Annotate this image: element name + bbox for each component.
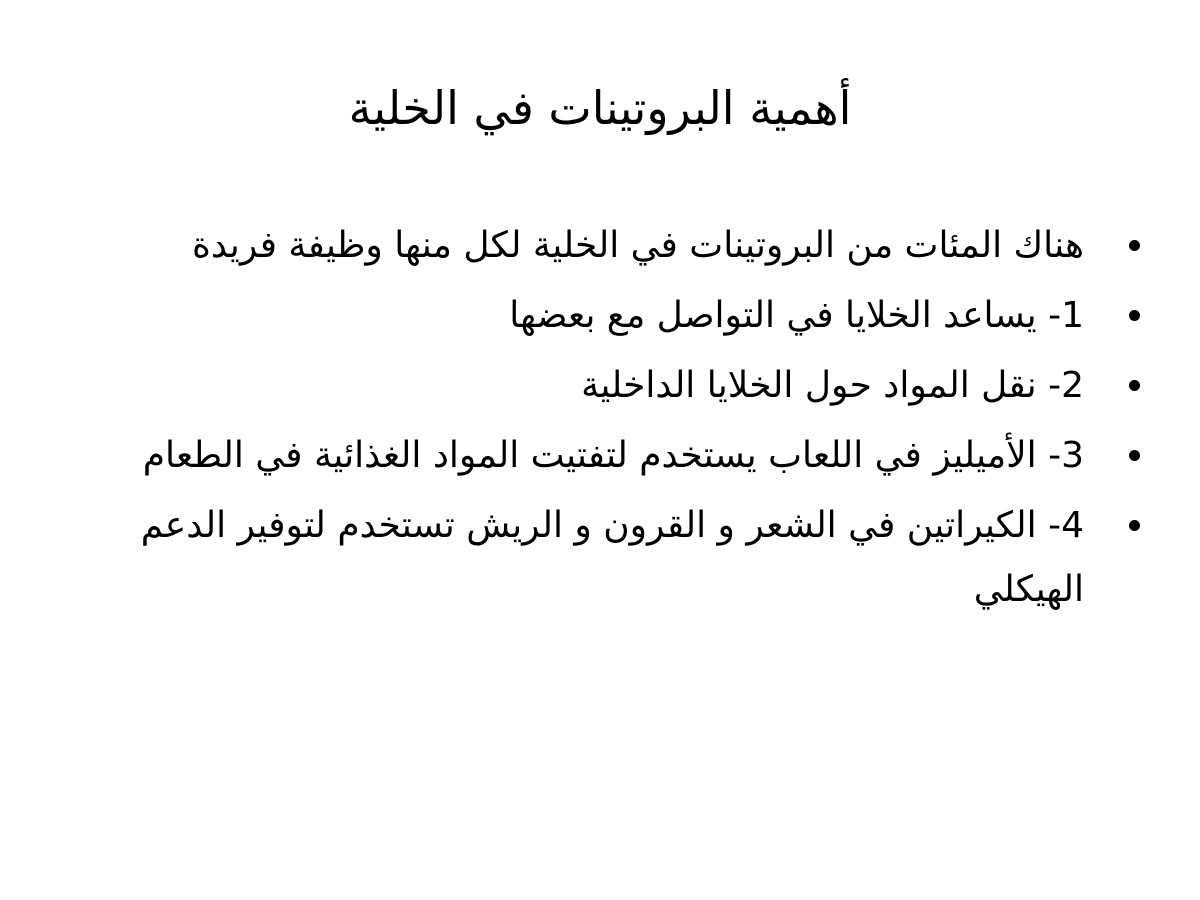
bullet-item-intro [80, 214, 1140, 278]
bullet-item-3 [80, 424, 1140, 488]
bullet-list [80, 214, 1140, 628]
bullet-text: 4- الكيراتين في الشعر و القرون و الريش تستخدم لتوفير الدعم الهيكلي [140, 505, 1084, 610]
bullet-dot-icon [1129, 380, 1140, 391]
bullet-dot-icon [1129, 240, 1140, 251]
bullet-text: 2- نقل المواد حول الخلايا الداخلية [581, 365, 1084, 406]
bullet-text: 3- الأميليز في اللعاب يستخدم لتفتيت المواد الغذائية في الطعام [142, 435, 1084, 476]
bullet-text: 1- يساعد الخلايا في التواصل مع بعضها [509, 295, 1084, 336]
slide-title: أهمية البروتينات في الخلية [348, 81, 852, 135]
bullet-dot-icon [1129, 450, 1140, 461]
bullet-item-4 [80, 494, 1140, 622]
bullet-item-2 [80, 354, 1140, 418]
bullet-dot-icon [1129, 310, 1140, 321]
bullet-text: هناك المئات من البروتينات في الخلية لكل منها وظيفة فريدة [192, 225, 1084, 266]
bullet-item-1 [80, 284, 1140, 348]
bullet-dot-icon [1129, 520, 1140, 531]
